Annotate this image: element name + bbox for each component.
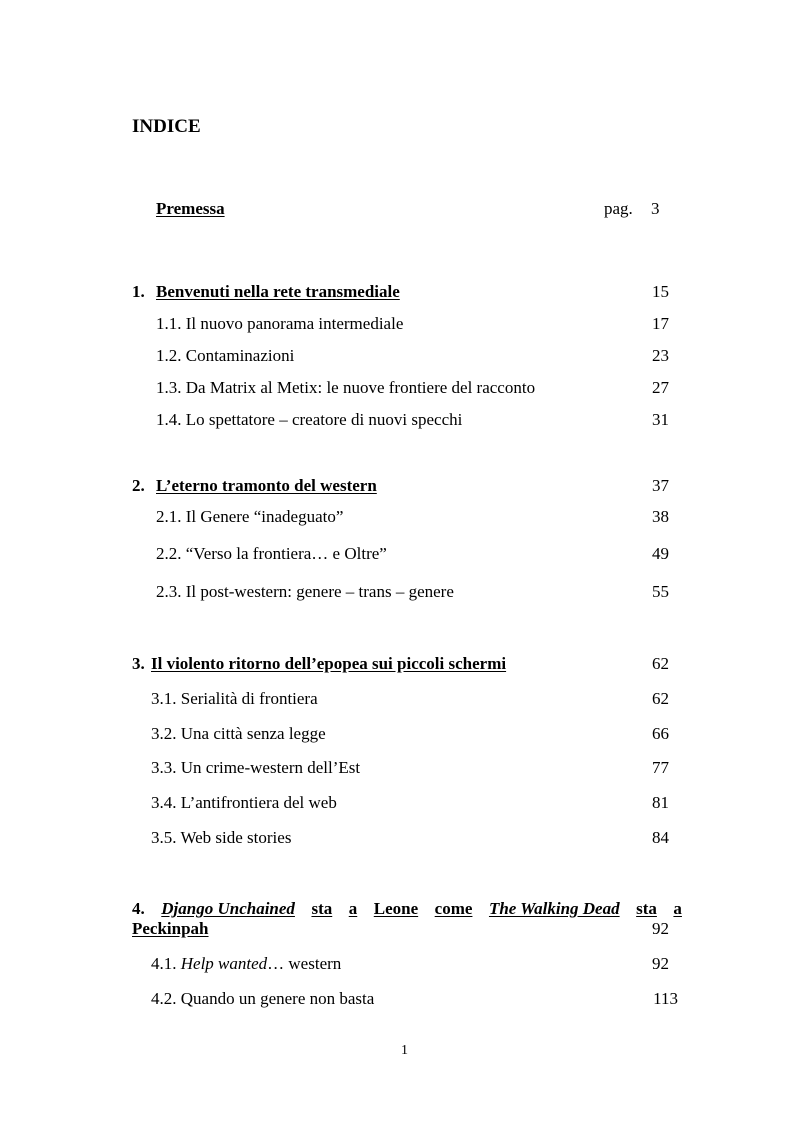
chapter-4-title-part-5: come (434, 899, 473, 918)
chapter-3-number: 3. (132, 654, 145, 673)
section-1-3: 1.3. Da Matrix al Metix: le nuove frontiere del racconto (156, 378, 536, 397)
section-3-1: 3.1. Serialità di frontiera (151, 689, 318, 708)
section-4-1-italic: Help wanted (180, 954, 268, 973)
section-3-4-page: 81 (652, 793, 669, 812)
chapter-3-title: Il violento ritorno dell’epopea sui piccoli schermi (151, 654, 507, 673)
section-3-5-page: 84 (652, 828, 669, 847)
section-1-2: 1.2. Contaminazioni (156, 346, 295, 365)
chapter-4-title-part-1: Django Unchained (161, 899, 295, 918)
section-4-1-suffix: … western (267, 954, 342, 973)
section-4-1-page: 92 (652, 954, 669, 973)
section-3-3-page: 77 (652, 758, 669, 777)
section-1-4-page: 31 (652, 410, 669, 429)
chapter-4-title-part-3: a (348, 899, 358, 918)
section-1-1-page: 17 (652, 314, 669, 333)
section-1-3-page: 27 (652, 378, 669, 397)
chapter-4-title-part-7: sta (636, 899, 657, 918)
section-3-3: 3.3. Un crime-western dell’Est (151, 758, 361, 777)
chapter-1-page: 15 (652, 282, 669, 301)
section-1-2-page: 23 (652, 346, 669, 365)
section-2-2-page: 49 (652, 544, 669, 563)
section-4-1-prefix: 4.1. (151, 954, 181, 973)
section-4-2-page: 113 (653, 989, 678, 1008)
chapter-4-number: 4. (132, 899, 145, 918)
section-3-2-page: 66 (652, 724, 669, 743)
index-title: INDICE (132, 116, 201, 137)
section-4-2: 4.2. Quando un genere non basta (151, 989, 375, 1008)
chapter-2-page: 37 (652, 476, 669, 495)
premessa-pag-label: pag. (604, 199, 633, 218)
chapter-1-title: Benvenuti nella rete transmediale (156, 282, 400, 301)
chapter-4-title-part-6: The Walking Dead (488, 899, 620, 918)
section-1-1: 1.1. Il nuovo panorama intermediale (156, 314, 404, 333)
chapter-4-title-line2: Peckinpah (132, 919, 209, 938)
section-3-1-page: 62 (652, 689, 669, 708)
section-2-3-page: 55 (652, 582, 669, 601)
section-2-3: 2.3. Il post-western: genere – trans – genere (156, 582, 454, 601)
premessa-title: Premessa (156, 199, 225, 218)
chapter-4-title-part-4: Leone (373, 899, 419, 918)
page-number: 1 (401, 1043, 408, 1058)
chapter-1-number: 1. (132, 282, 145, 301)
chapter-4-title-part-2: sta (311, 899, 333, 918)
section-2-2: 2.2. “Verso la frontiera… e Oltre” (156, 544, 387, 563)
chapter-4-title-line1 (132, 899, 682, 919)
section-1-4: 1.4. Lo spettatore – creatore di nuovi specchi (156, 410, 463, 429)
section-4-1 (151, 954, 341, 974)
section-3-4: 3.4. L’antifrontiera del web (151, 793, 337, 812)
chapter-2-title: L’eterno tramonto del western (156, 476, 377, 495)
section-2-1: 2.1. Il Genere “inadeguato” (156, 507, 344, 526)
section-3-2: 3.2. Una città senza legge (151, 724, 326, 743)
chapter-4-title-part-8: a (673, 899, 682, 918)
chapter-4-page: 92 (652, 919, 669, 938)
chapter-2-number: 2. (132, 476, 145, 495)
premessa-page: 3 (651, 199, 660, 218)
section-2-1-page: 38 (652, 507, 669, 526)
section-3-5: 3.5. Web side stories (151, 828, 292, 847)
chapter-3-page: 62 (652, 654, 669, 673)
